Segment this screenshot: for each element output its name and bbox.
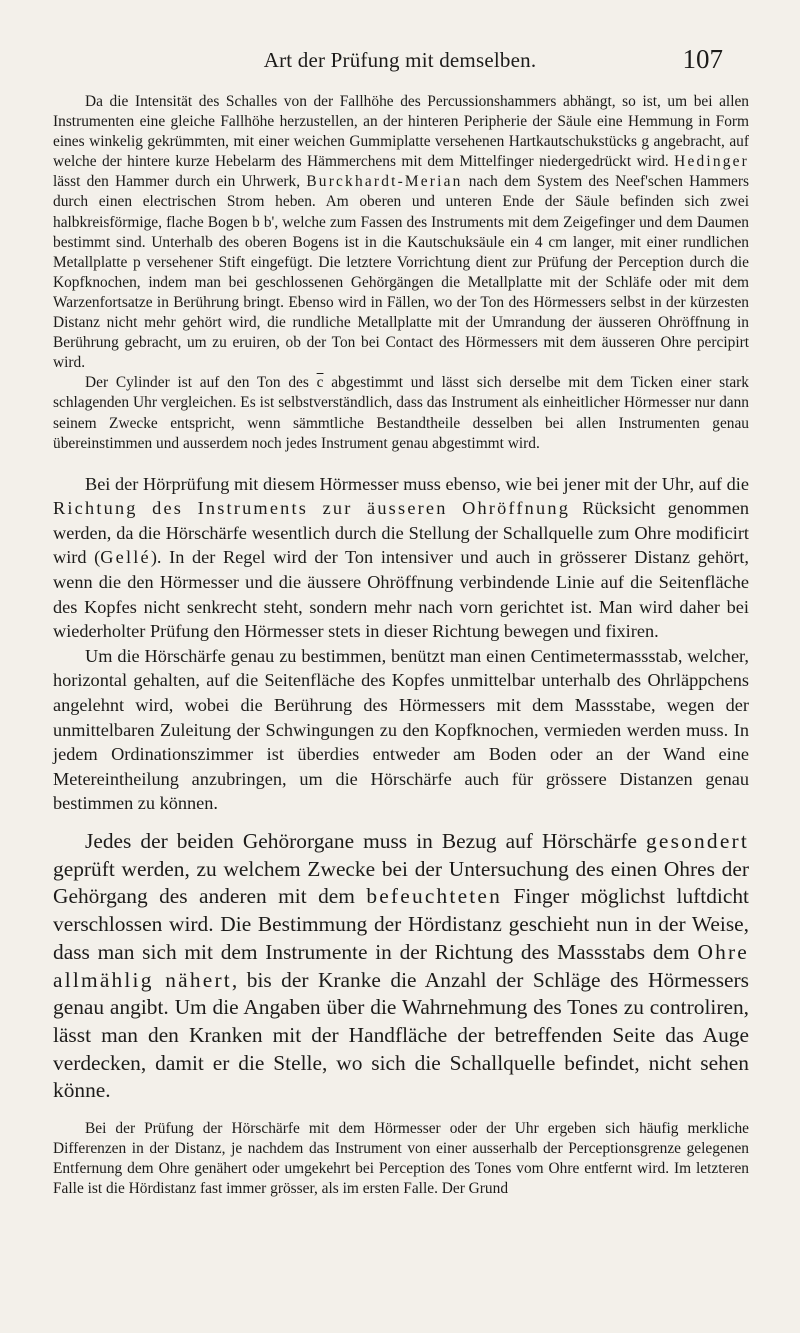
page-number: 107	[682, 44, 723, 74]
paragraph-cylinder-tuning	[53, 373, 749, 453]
running-title: Art der Prüfung mit demselben.	[263, 48, 537, 72]
text-run: nach dem System des Neef'schen Hammers durch einen electrischen Strom heben. Am oberen und unteren Ende der Säule befinden sich zwei halbkreisförmige, flache Bogen b b', welche zum Fassen des Instruments mit dem Zeigefinger und dem Daumen bestimmt sind. Unterhalb des oberen Bogens ist in die Kautschuksäule ein 4 cm langer, mit einer rundlichen Metallplatte p versehener Stift eingefügt. Die letztere Vorrichtung dient zur Prüfung der Perception durch die Kopfknochen, indem man bei geschlossenen Gehörgängen die Metallplatte mit der Schläfe oder mit dem Warzenfortsatze in Berührung bringt. Ebenso wird in Fällen, wo der Ton des Hörmessers selbst in der kürzesten Distanz nicht mehr gehört wird, die rundliche Metallplatte mit der Umrandung der äusseren Ohröffnung in Berührung gebracht, um zu eruiren, ob der Ton bei Contact des Hörmessers mit dem äusseren Ohre percipirt wird.	[53, 173, 749, 372]
author-name-burckhardt-merian: Burckhardt-Merian	[306, 173, 463, 191]
paragraph-separate-testing	[53, 828, 749, 1105]
musical-note: $\overline{c}$	[316, 374, 324, 392]
text-run: lässt den Hammer durch ein Uhrwerk,	[53, 173, 307, 191]
author-name-hedinger: Hedinger	[674, 153, 749, 171]
running-head	[0, 44, 800, 84]
text-run: Rücksicht genommen werden, da die Hörschärfe wesentlich durch die Stellung der Schallquelle zum Ohre modificirt wird (	[53, 498, 749, 568]
text-run: , bis der Kranke die Anzahl der Schläge des Hörmessers genau angibt. Um die Angaben über die Wahrnehmung des Tones zu controliren, lässt man den Kranken mit der Handfläche der betreffenden Seite das Auge verdecken, damit er die Stelle, wo sich die Schallquelle befindet, nicht sehen könne.	[53, 967, 749, 1103]
text-run: Der Cylinder ist auf den Ton des	[85, 374, 317, 392]
paragraph-instrument-direction	[53, 472, 749, 644]
emphasis-separately: gesondert	[646, 829, 749, 853]
emphasis-direction: Richtung des Instruments zur äusseren Ohröffnung	[53, 498, 571, 519]
text-run: geprüft werden, zu welchem Zwecke bei der Untersuchung des einen Ohres der Gehörgang des anderen mit dem	[53, 856, 749, 909]
text-run: Da die Intensität des Schalles von der Fallhöhe des Percussionshammers abhängt, so ist, um bei allen Instrumenten eine gleiche Fallhöhe herzustellen, an der hinteren Peripherie der Säule eine Hemmung in Form eines winkelig gekrümmten, mit einer weichen Gummiplatte versehenen Hartkautschukstücks g angebracht, auf welche der hintere kurze Hebelarm des Hämmerchens mit dem Mittelfinger niedergedrückt wird.	[53, 93, 749, 171]
text-run: Bei der Hörprüfung mit diesem Hörmesser muss ebenso, wie bei jener mit der Uhr, auf die	[85, 473, 749, 494]
text-run: Finger möglichst luftdicht verschlossen wird. Die Bestimmung der Hördistanz geschieht nun in der Weise, dass man sich mit dem Instrumente in der Richtung des Massstabs dem	[53, 884, 749, 964]
paragraph-hammer-description	[53, 92, 749, 373]
body-text	[53, 92, 749, 1199]
paragraph-distance-differences: Bei der Prüfung der Hörschärfe mit dem Hörmesser oder der Uhr ergeben sich häufig merkliche Differenzen in der Distanz, je nachdem das Instrument von einer ausserhalb der Perceptionsgrenze gelegenen Entfernung dem Ohre genähert oder umgekehrt bei Perception des Tones vom Ohre entfernt wird. Im letzteren Falle ist die Hördistanz fast immer grösser, als im ersten Falle. Der Grund	[53, 1120, 749, 1198]
text-run: ). In der Regel wird der Ton intensiver und auch in grösserer Distanz gehört, wenn die den Hörmesser und die äussere Ohröffnung verbindende Linie auf die Seitenfläche des Kopfes nicht senkrecht steht, sondern mehr nach vorn gerichtet ist. Man wird daher bei wiederholter Prüfung den Hörmesser stets in dieser Richtung bewegen und fixiren.	[53, 547, 749, 642]
paragraph-measuring-scale: Um die Hörschärfe genau zu bestimmen, benützt man einen Centimetermassstab, welcher, horizontal gehalten, auf die Seitenfläche des Kopfes unmittelbar unterhalb des Ohrläppchens angelehnt wird, wobei die Berührung des Hörmessers mit dem Massstabe, wegen der unmittelbaren Zuleitung der Schwingungen zu den Kopfknochen, vermieden werden muss. In jedem Ordinationszimmer ist überdies entweder am Boden oder an der Wand eine Metereintheilung anzubringen, um die Hörschärfe auch für grössere Distanzen genau bestimmen zu können.	[53, 645, 749, 814]
emphasis-moistened: befeuchteten	[366, 884, 503, 909]
text-run: abgestimmt und lässt sich derselbe mit dem Ticken einer stark schlagenden Uhr vergleichen. Es ist selbstverständlich, dass das Instrument als einheitlicher Hörmesser nur dann seinem Zwecke entspricht, wenn sämmtliche Bestandtheile desselben bei allen Instrumenten genau übereinstimmen und ausserdem noch jedes Instrument genau abgestimmt wird.	[53, 374, 749, 452]
text-run: Jedes der beiden Gehörorgane muss in Bezug auf Hörschärfe	[85, 829, 647, 853]
author-name-gelle: Gellé	[100, 547, 151, 568]
emphasis-gradual-approach: Ohre allmählig nähert	[53, 939, 749, 992]
